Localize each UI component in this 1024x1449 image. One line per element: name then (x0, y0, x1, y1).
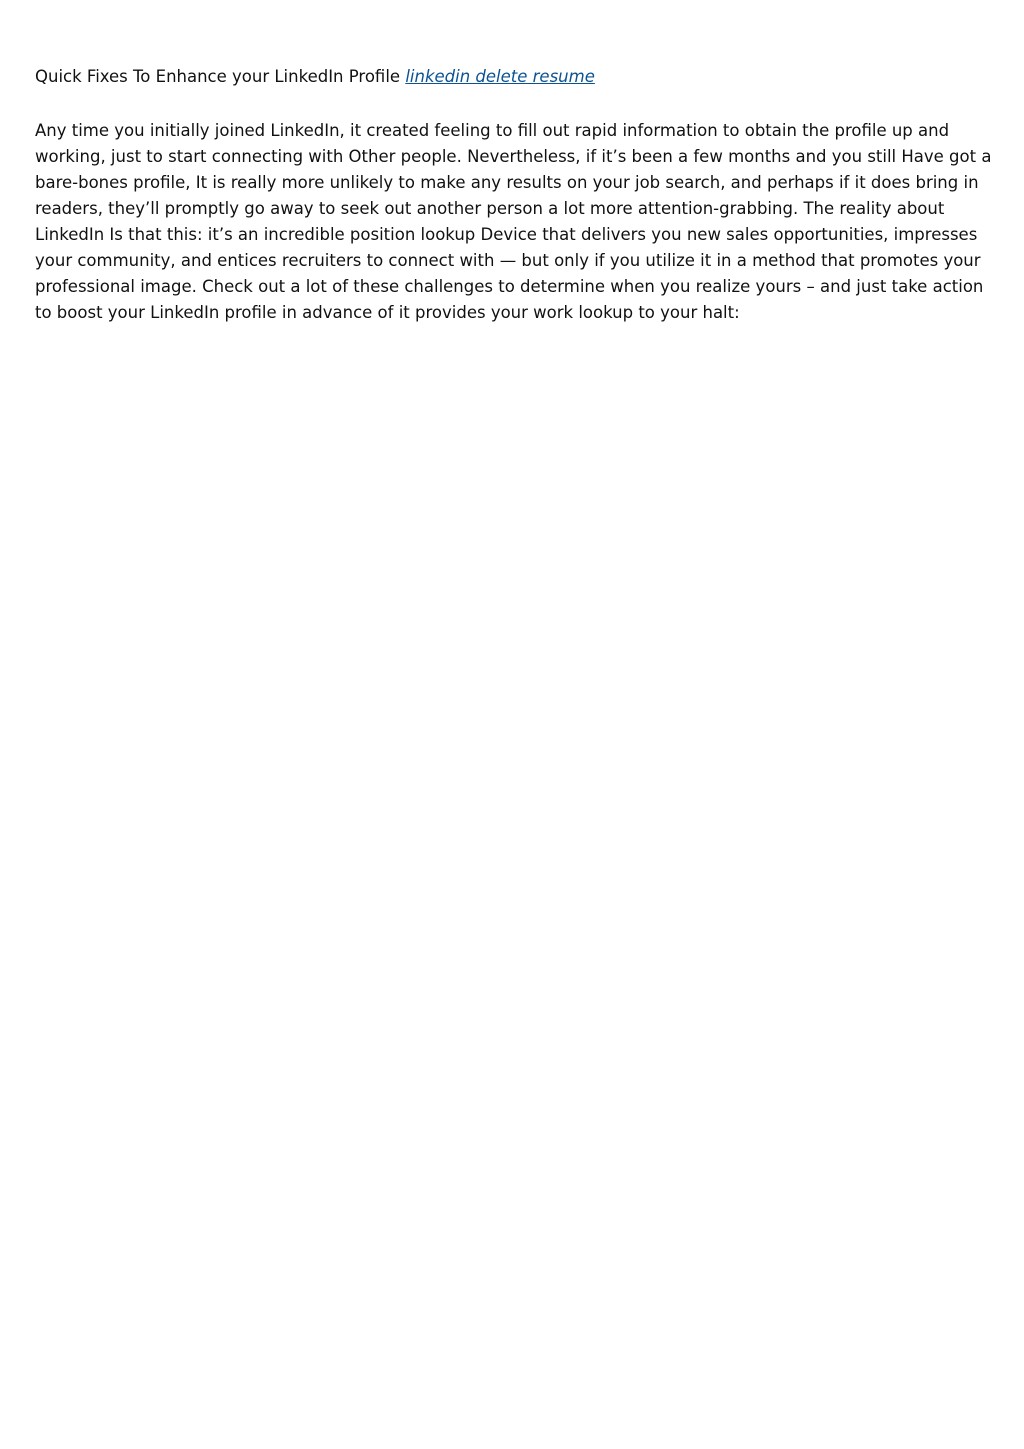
body-paragraph: Any time you initially joined LinkedIn, it created feeling to fill out rapid information to obtain the profile up and working, just to start connecting with Other people. Nevertheless, if it’s been a few months and you still Have got a bare-bones profile, It is really more unlikely to make any results on your job search, and perhaps if it does bring in readers, they’ll promptly go away to seek out another person a lot more attention-grabbing. The reality about LinkedIn Is that this: it’s an incredible position lookup Device that delivers you new sales opportunities, impresses your community, and entices recruiters to connect with — but only if you utilize it in a method that promotes your professional image. Check out a lot of these challenges to determine when you realize yours – and just take action to boost your LinkedIn profile in advance of it provides your work lookup to your halt: (35, 121, 992, 322)
document-title (35, 64, 995, 90)
title-text: Quick Fixes To Enhance your LinkedIn Profile (35, 67, 401, 86)
document-content (35, 64, 995, 326)
title-link[interactable]: linkedin delete resume (405, 67, 595, 86)
